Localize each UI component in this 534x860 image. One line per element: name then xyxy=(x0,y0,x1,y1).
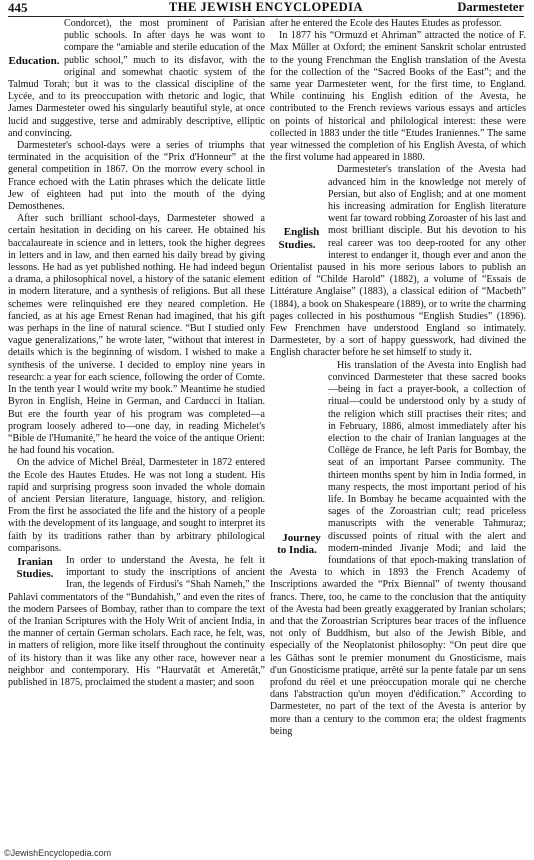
page-number: 445 xyxy=(8,0,28,15)
paragraph: Darmesteter's school-days were a series of triumphs that terminated in the acquisition of the “Prix d'Honneur” at the general competition in 1867. On the morrow every school in France echoed with the Latin phrases which the delicate little Jew of eighteen had put into the mouth of the dying Demosthenes. xyxy=(8,140,265,213)
left-column xyxy=(8,18,265,689)
paragraph: Iranian Studies. In order to understand the Avesta, he felt it important to study the inscriptions of ancient Iran, the legends of Firdusi's “Shah Nameh,” the Pahlavi commentators of the “Bundahish,” and even the rites of the modern Parsees of Bombay, rather than to compare the text of the Iranian Scriptures with the Holy Writ of ancient India, in the manner of certain German scholars. Each race, he felt, was, in matters of religion, more like itself throughout the continuity of its history than it was like any other race, however near a neighbor and contemporary. His “Haurvatât et Ameretât,” published in 1875, proclaimed the student a master; and soon xyxy=(8,554,265,688)
running-header xyxy=(8,0,524,16)
running-title: THE JEWISH ENCYCLOPEDIA xyxy=(168,0,364,14)
paragraph: Education. Condorcet), the most prominent of Parisian public schools. In after days he was wont to compare the “amiable and sterile education of the public school,” much to its disfavor, with the original and somewhat chaotic system of the Talmud Torah; but it was to the classical discipline of the Lycée, and to its preoccupation with rhetoric and logic, that James Darmesteter owed his singularly beautiful style, at once lucid and suggestive, terse and admirably descriptive, elliptic and convincing. xyxy=(8,18,265,139)
side-heading-english-studies: English Studies. xyxy=(278,226,320,251)
right-column xyxy=(270,18,526,738)
paragraph: On the advice of Michel Bréal, Darmesteter in 1872 entered the Ecole des Hautes Etudes. He was not long a student. His rapid and surprising progress soon invaded the whole domain of ancient Persian literature, language, history, and religion. From the first he associated the life and the history of a people with the development of its language, and sought to interpret its faith by its traditions rather than by arbitrary philological comparisons. xyxy=(8,457,265,554)
side-heading-journey-to-india: Journey to India. xyxy=(277,531,321,557)
footer-credit: ©JewishEncyclopedia.com xyxy=(4,848,112,858)
running-name: Darmesteter xyxy=(457,0,524,14)
paragraph: Journey to India. His translation of the Avesta into English had convinced Darmesteter that these sacred books—being in fact a prayer-book, a collection of ritual—could be understood only by a study of the religion which still practises their rites; and in February, 1886, almost immediately after his election to the chair of Iranian languages at the Collège de France, he left Paris for Bombay, the seat of an important Parsee community. The thirteen months spent by him in India formed, in many respects, the most important period of his life. In Bombay he became acquainted with the sages of the Zoroastrian cult; read priceless manuscripts with the venerable Tahmuraz; discussed points of ritual with the alert and modern-minded Jivanje Modi; and laid the foundations of that epoch-making translation of the Avesta to which in 1893 the French Academy of Inscriptions awarded the “Prix Biennal” of twenty thousand francs. There, too, he came to the conclusion that the antiquity of the Avesta had been greatly exaggerated by Iranian scholars; and that the Zoroastrian Scriptures bear traces of the influence not only of Buddhism, but also of the Jewish Bible, and especially of the Neoplatonist philosophy: “On peut dire que les Gâthas sont le premier monument du Gnosticisme, mais d'un Gnosticisme pratique, arrêté sur la pente fatale par un sens profond du réel et une préoccupation morale qui ne cherche dans l'abstraction qu'un moyen d'édification.” According to Darmesteter, no part of the text of the Avesta is anterior by more than a century to the common era; the oldest fragments being xyxy=(270,359,526,737)
paragraph: After such brilliant school-days, Darmesteter showed a certain hesitation in deciding on his career. He obtained his baccalaureate in science and in letters, took the higher degrees in letters and in law, and then earned his daily bread by giving lessons. He had as yet published nothing. He had indeed begun a drama, a philosophical novel, a history of the satanic element in modern literature, and a synthesis of religions. But all these schemes were relinquished ere they neared completion. He fancied, as at his age Ernest Renan had imagined, that his gift was perhaps in the line of natural science. “But I studied only vague generalizations,” he wrote later, “without that interest in details which is the beginning of wisdom. I wished to make a synthesis of the universe. I decided to employ nine years in research: a year for each science, following the order of Comte. In the tenth year I would write my book.” Meantime he studied Byron in English, Heine in German, and Carducci in Italian. But ere the fourth year of his program was completed—a program loosely adhered to—one day, in reading Michelet's “Bible de l'Humanité,” he heard the voice of the antique Orient: he had found his vocation. xyxy=(8,213,265,457)
side-heading-iranian-studies: Iranian Studies. xyxy=(16,555,54,581)
paragraph: English Studies. Darmesteter's translation of the Avesta had advanced him in the knowledge not merely of Persian, but also of English; and at one moment his increasing admiration for English literature went far toward robbing Zoroaster of his last and most brilliant disciple. But his devotion to his real career was too deep-rooted for any other interest to endanger it, though ever and anon the Orientalist paused in his more serious labors to publish an edition of “Childe Harold” (1882), a volume of “Essais de Littérature Anglaise” (1883), a classical edition of “Macbeth” (1884), a book on Shakespeare (1889), or to write the charming pages collected in his posthumous “English Studies” (1896). Few Frenchmen have understood England so intimately. Darmesteter, by a sort of happy guesswork, had divined the English character before he set himself to study it. xyxy=(270,164,526,359)
paragraph: In 1877 his “Ormuzd et Ahriman” attracted the notice of F. Max Müller at Oxford; the eminent Sanskrit scholar entrusted to the young Frenchman the English translation of the Avesta for the collection of the “Sacred Books of the East”; and the same year Darmesteter went, for the first time, to England. While continuing his English edition of the Avesta, he contributed to the French reviews various essays and articles on points of historical and philological interest: these were collected in 1883 under the title “Etudes Iraniennes.” The same year witnessed the completion of his English Avesta, of which the first volume had appeared in 1880. xyxy=(270,30,526,164)
side-heading-education: Education. xyxy=(8,55,60,67)
paragraph: after he entered the Ecole des Hautes Etudes as professor. xyxy=(270,18,502,29)
header-rule xyxy=(8,16,524,17)
